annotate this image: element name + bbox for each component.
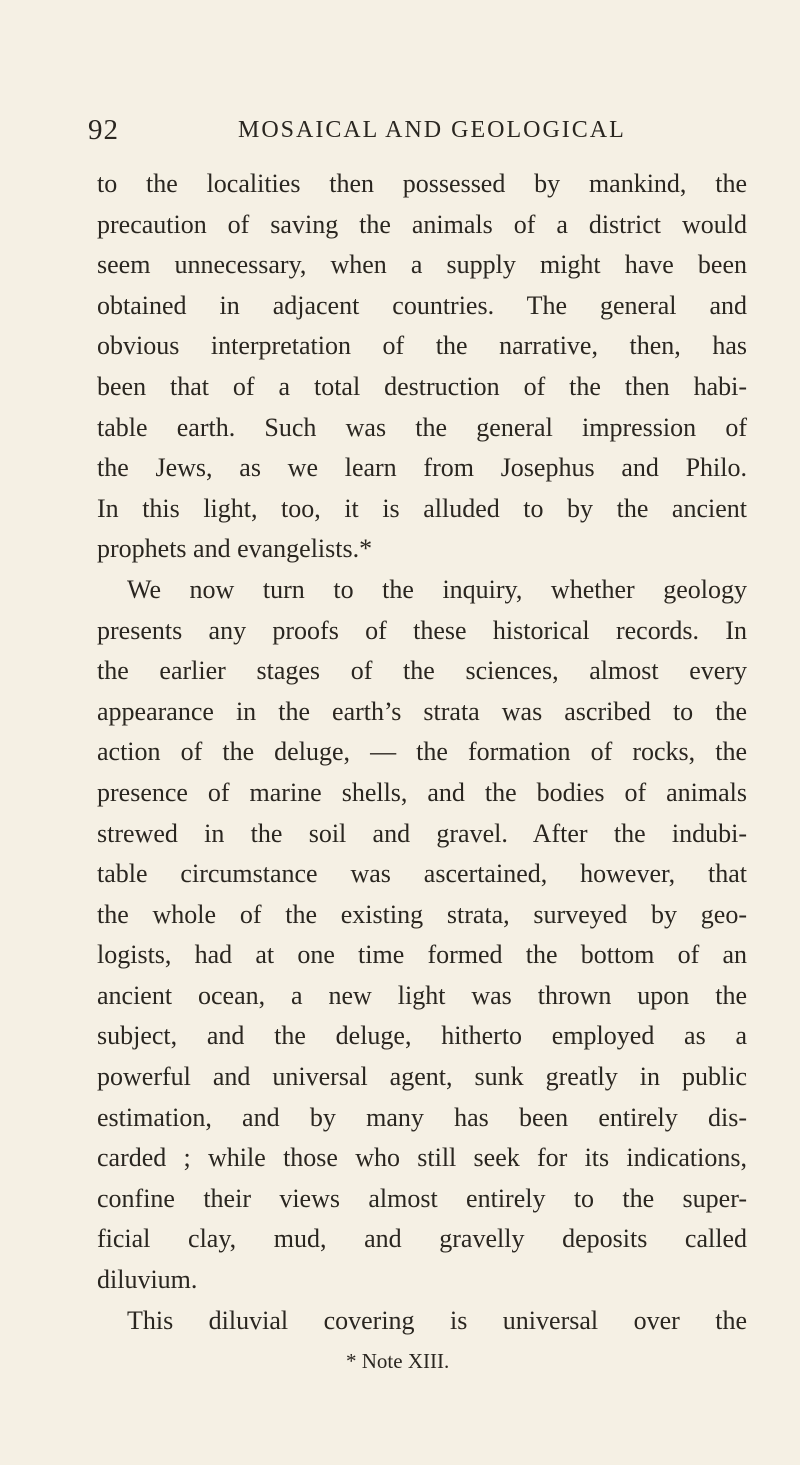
text-line: In this light, too, it is alluded to by the ancient: [97, 493, 747, 523]
text-line: powerful and universal agent, sunk greatly in public: [97, 1062, 747, 1092]
text-line: table earth. Such was the general impression of: [97, 412, 747, 442]
text-line: precaution of saving the animals of a district would: [97, 209, 747, 239]
text-line: diluvium.: [97, 1265, 198, 1295]
text-line: the earlier stages of the sciences, almost every: [97, 656, 747, 686]
paragraph-start-line: We now turn to the inquiry, whether geology: [127, 574, 747, 604]
text-line: carded ; while those who still seek for its indications,: [97, 1143, 747, 1173]
text-line: ancient ocean, a new light was thrown upon the: [97, 980, 747, 1010]
text-line: presence of marine shells, and the bodies of animals: [97, 777, 747, 807]
text-line: the whole of the existing strata, surveyed by geo-: [97, 899, 747, 929]
text-line: subject, and the deluge, hitherto employed as a: [97, 1021, 747, 1051]
text-line: ficial clay, mud, and gravelly deposits called: [97, 1224, 747, 1254]
text-line: table circumstance was ascertained, however, that: [97, 859, 747, 889]
footnote: * Note XIII.: [346, 1349, 450, 1373]
text-line: logists, had at one time formed the bottom of an: [97, 940, 747, 970]
text-line: estimation, and by many has been entirely dis-: [97, 1102, 747, 1132]
running-head-title: MOSAICAL AND GEOLOGICAL: [238, 117, 626, 143]
text-line: to the localities then possessed by mankind, the: [97, 169, 747, 198]
text-line: obvious interpretation of the narrative, then, has: [97, 331, 747, 361]
paragraph-start-line: This diluvial covering is universal over the: [127, 1305, 747, 1335]
text-line: obtained in adjacent countries. The general and: [97, 290, 747, 320]
page-number: 92: [88, 114, 119, 146]
text-line: action of the deluge, — the formation of rocks, the: [97, 737, 747, 767]
text-line: been that of a total destruction of the then habi-: [97, 371, 747, 401]
text-line: appearance in the earth’s strata was ascribed to the: [97, 696, 747, 726]
text-line: prophets and evangelists.*: [97, 534, 373, 564]
text-line: presents any proofs of these historical records. In: [97, 615, 747, 645]
text-line: strewed in the soil and gravel. After the indubi-: [97, 818, 747, 848]
body-text: [97, 164, 747, 1341]
text-line: the Jews, as we learn from Josephus and Philo.: [97, 453, 747, 483]
running-head: [88, 110, 728, 150]
text-line: confine their views almost entirely to the super-: [97, 1183, 747, 1213]
text-line: seem unnecessary, when a supply might have been: [97, 250, 747, 280]
